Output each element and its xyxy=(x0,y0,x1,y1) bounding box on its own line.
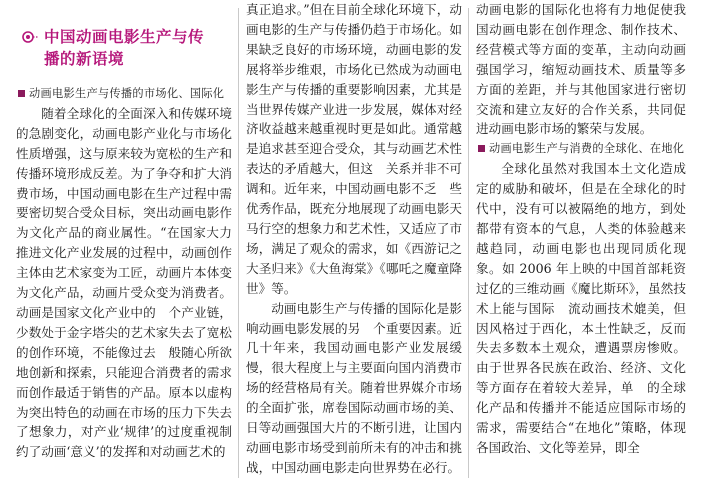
paragraph-text: 随着全球化的全面深入和传媒环境的急剧变化，动画电影产业化与市场化性质增强，这与原来较为宽松的生产和传播环境形成反差。为了争夺和扩大消费市场，中国动画电影在生产过程中需要密切契合受众目标，突出动画电影作为文化产品的商业属性。“在国家大力推进文化产业发展的过程中，动画创作主体由艺术家变为工匠，动画片本体变为文化产品，动画片受众变为消费者。动画是国家文化产业中的 个产业链，少数处于金字塔尖的艺术家失去了宽松的创作环境，不能像过去 般随心所欲地创新和探索，只能迎合消费者的需求而创作最适于销售的产品。原本以虚构为突出特色的动画在市场的压力下失去了想象力，对产业‘规律’的过度重视制约了动画‘意义’的发挥和对动画艺术的 xyxy=(16,105,232,460)
section1-paragraph2-part-b xyxy=(476,0,686,139)
article-column-3 xyxy=(476,0,699,485)
square-bullet-icon xyxy=(478,145,485,152)
title-line-1: 中国动画电影生产与传 xyxy=(44,28,205,46)
paragraph-text: 动画电影生产与传播的国际化是影响动画电影发展的另 个重要因素。近几十年来，我国动画电影产业发展缓慢，很大程度上与主要面向国内消费市场的经营格局有关。随着世界媒介市场的全面扩张，席卷国际动画市场的美、日等动画强国大片的不断引进，让国内动画电影市场受到前所未有的冲击和挑战，中国动画电影走向世界势在必行。 xyxy=(246,300,462,475)
title-line-2: 播的新语境 xyxy=(44,50,125,68)
square-bullet-icon xyxy=(18,90,25,97)
section1-paragraph2-continued: 动画电影的国际化也将有力地促使我国动画电影在创作理念、制作技术、经营模式等方面的变革，主动向动画强国学习，缩短动画技术、质量等多方面的差距，并与其他国家进行密切交流和建立友好的合作关系，共同促进动画电影市场的繁荣与发展。 xyxy=(476,2,686,137)
section-heading-1 xyxy=(16,84,232,104)
article-title xyxy=(16,26,232,70)
article-column-1 xyxy=(16,0,232,485)
column-divider xyxy=(468,8,469,478)
article-column-2 xyxy=(246,0,462,485)
column-divider xyxy=(238,8,239,478)
ring-dot-icon xyxy=(22,30,38,44)
section-heading-2-text: 动画电影生产与消费的全球化、在地化 xyxy=(489,142,685,156)
section1-paragraph1-part-b xyxy=(246,0,462,299)
section-heading-2 xyxy=(476,139,686,159)
section2-paragraph1: 全球化虽然对我国本土文化造成 定的威胁和破坏，但是在全球化的时代中，没有可以被隔绝的地方，到处都带有资本的气息，人类的体验越来越趋同，动画电影也出现同质化现象。如 2006 年上映的中国首部耗资过亿的三维动画《魔比斯环》，虽然技术上能与国际 流动画技术媲美，但因风格过于西化，本土性缺乏，反而失去多数本土观众，遭遇票房惨败。由于世界各民族在政治、经济、文化等方面存在着较大差异，单 的全球化产品和传播并不能适应国际市场的需求，需要结合“在地化”策略，体现各国政治、文化等差异，即全 xyxy=(476,161,699,455)
section1-paragraph1-part-a xyxy=(16,104,232,462)
section1-paragraph1-continued: 真正追求。”但在目前全球化环境下，动画电影的生产与传播仍趋于市场化。如果缺乏良好的市场环境，动画电影的发展将举步维艰，市场化已然成为动画电影生产与传播的重要影响因素，尤其是当世界传媒产业进一步发展，媒体对经济收益越来越重视时更是如此。通常越是追求甚至迎合受众，其与动画艺术性表达的矛盾越大，但这 关系并非不可调和。近年来，中国动画电影不乏 些优秀作品，既充分地展现了动画电影天马行空的想象力和艺术性，又适应了市场，满足了观众的需求，如《西游记之大圣归来》《大鱼海棠》《哪吒之魔童降世》等。 xyxy=(246,2,462,296)
section-heading-1-text: 动画电影生产与传播的市场化、国际化 xyxy=(29,87,225,100)
section1-paragraph2-part-a xyxy=(246,299,462,478)
